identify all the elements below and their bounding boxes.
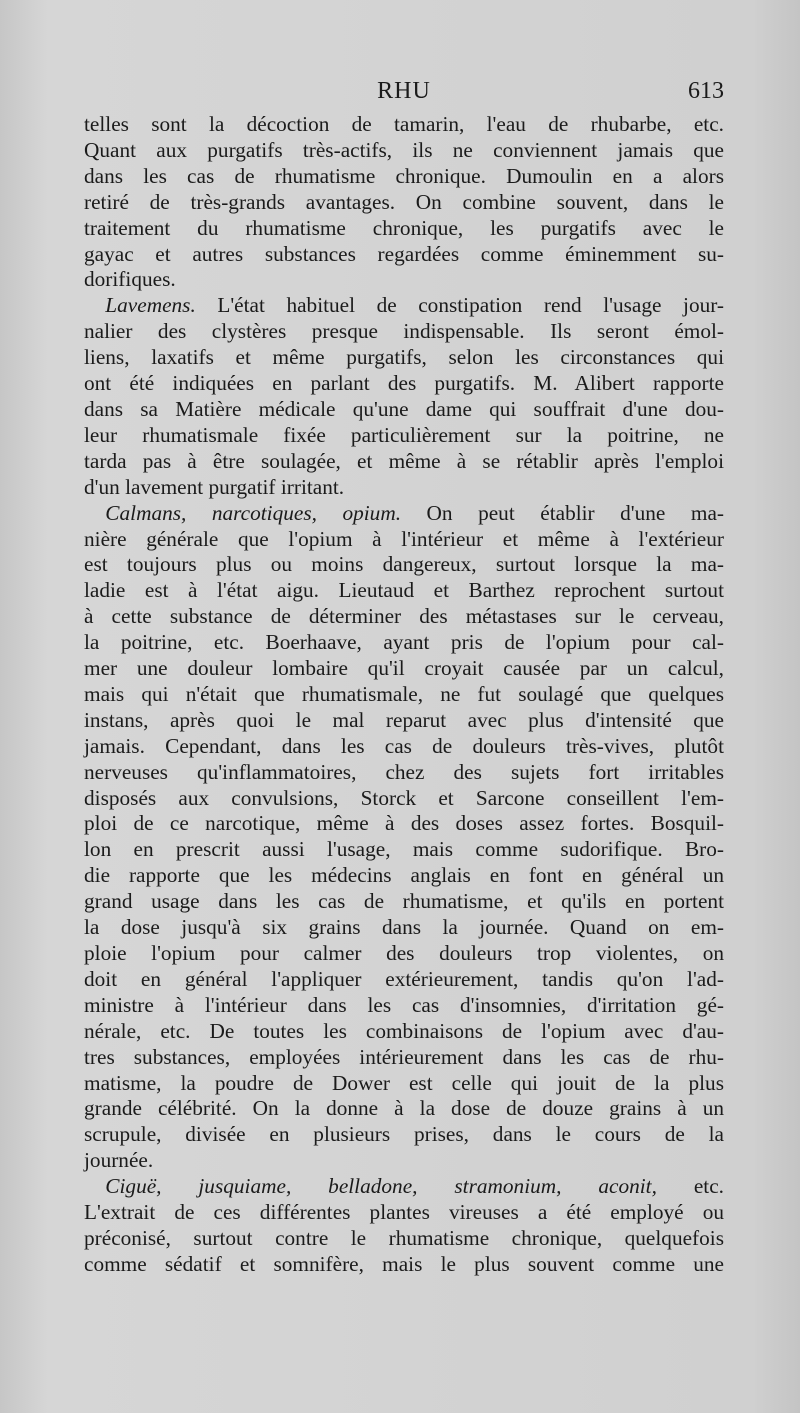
text-line: la poitrine, etc. Boerhaave, ayant pris de l'opium pour cal- (84, 630, 724, 655)
text-line: lon en prescrit aussi l'usage, mais comme sudorifique. Bro- (84, 837, 724, 862)
text-line: instans, après quoi le mal reparut avec plus d'intensité que (84, 707, 724, 732)
running-head: RHU (377, 78, 431, 104)
text-line: à cette substance de déterminer des métastases sur le cerveau, (84, 604, 724, 629)
section-heading-calmans: Calmans, narcotiques, opium. (105, 500, 402, 525)
text-line: jamais. Cependant, dans les cas de douleurs très-vives, plutôt (84, 733, 724, 758)
text-line: préconisé, surtout contre le rhumatisme chronique, quelquefois (84, 1225, 724, 1250)
text-line: retiré de très-grands avantages. On combine souvent, dans le (84, 189, 724, 214)
page-header (84, 78, 724, 108)
text-line: grande célébrité. On la donne à la dose de douze grains à un (84, 1096, 724, 1121)
text-line: ladie est à l'état aigu. Lieutaud et Barthez reprochent surtout (84, 578, 724, 603)
text-line: comme sédatif et somnifère, mais le plus souvent comme une (84, 1251, 724, 1276)
page-number: 613 (688, 78, 724, 104)
text-line: disposés aux convulsions, Storck et Sarcone conseillent l'em- (84, 785, 724, 810)
text-line: telles sont la décoction de tamarin, l'eau de rhubarbe, etc. (84, 112, 724, 136)
text-line: ministre à l'intérieur dans les cas d'insomnies, d'irritation gé- (84, 992, 724, 1017)
text-line: L'extrait de ces différentes plantes vireuses a été employé ou (84, 1200, 724, 1225)
text-line: mer une douleur lombaire qu'il croyait causée par un calcul, (84, 656, 724, 681)
text-line: nière générale que l'opium à l'intérieur et même à l'extérieur (84, 526, 724, 551)
text-line: tarda pas à être soulagée, et même à se rétablir après l'emploi (84, 448, 724, 473)
text-line: Quant aux purgatifs très-actifs, ils ne conviennent jamais que (84, 137, 724, 162)
text-line: ploie l'opium pour calmer des douleurs trop violentes, on (84, 941, 724, 965)
text-line: nérale, etc. De toutes les combinaisons de l'opium avec d'au- (84, 1018, 724, 1043)
text-line: dorifiques. (84, 267, 176, 292)
text-line: dans les cas de rhumatisme chronique. Dumoulin en a alors (84, 163, 724, 188)
text-line: leur rhumatismale fixée particulièrement sur la poitrine, ne (84, 422, 724, 447)
text-run: etc. (656, 1174, 724, 1199)
text-run: L'état habituel de constipation rend l'usage jour- (195, 293, 724, 318)
text-line: mais qui n'était que rhumatismale, ne fut soulagé que quelques (84, 681, 724, 706)
text-line: tres substances, employées intérieurement dans les cas de rhu- (84, 1044, 724, 1069)
text-line (84, 1174, 724, 1200)
text-line (84, 501, 724, 527)
section-heading-lavemens: Lavemens. (105, 293, 196, 318)
text-line (84, 293, 724, 319)
section-heading-cigue: Ciguë, jusquiame, belladone, stramonium, aconit, (105, 1174, 657, 1199)
text-line: matisme, la poudre de Dower est celle qui jouit de la plus (84, 1070, 724, 1095)
text-line: traitement du rhumatisme chronique, les purgatifs avec le (84, 215, 724, 240)
text-line: ont été indiquées en parlant des purgatifs. M. Alibert rapporte (84, 371, 724, 396)
text-line: ploi de ce narcotique, même à des doses assez fortes. Bosquil- (84, 811, 724, 836)
text-line: doit en général l'appliquer extérieurement, tandis qu'on l'ad- (84, 966, 724, 991)
text-line: d'un lavement purgatif irritant. (84, 474, 345, 499)
text-line: dans sa Matière médicale qu'une dame qui souffrait d'une dou- (84, 396, 724, 421)
text-line: gayac et autres substances regardées comme éminemment su- (84, 241, 724, 266)
text-line: die rapporte que les médecins anglais en font en général un (84, 863, 724, 888)
body-text (84, 112, 724, 1278)
text-run: On peut établir d'une ma- (401, 500, 724, 525)
text-line: nalier des clystères presque indispensable. Ils seront émol- (84, 319, 724, 344)
text-line: scrupule, divisée en plusieurs prises, dans le cours de la (84, 1122, 724, 1147)
text-line: nerveuses qu'inflammatoires, chez des sujets fort irritables (84, 759, 724, 784)
text-line: journée. (84, 1148, 154, 1173)
text-line: grand usage dans les cas de rhumatisme, et qu'ils en portent (84, 889, 724, 914)
text-line: est toujours plus ou moins dangereux, surtout lorsque la ma- (84, 552, 724, 577)
text-line: la dose jusqu'à six grains dans la journée. Quand on em- (84, 915, 724, 940)
text-line: liens, laxatifs et même purgatifs, selon les circonstances qui (84, 345, 724, 370)
